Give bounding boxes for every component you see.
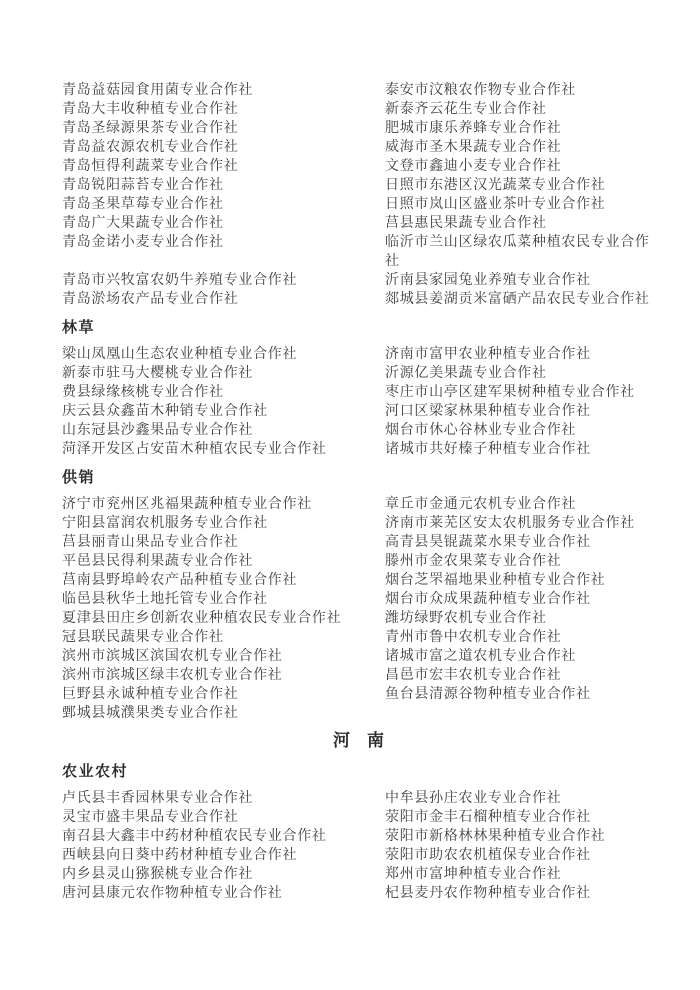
table-row	[62, 609, 655, 628]
table-row	[62, 383, 655, 402]
table-row	[62, 571, 655, 590]
cooperative-name: 莒县惠民果蔬专业合作社	[385, 216, 547, 231]
table-row	[62, 647, 655, 666]
table-row	[62, 421, 655, 440]
section-supply-marketing	[62, 468, 655, 723]
table-row	[62, 628, 655, 647]
cooperative-name: 河口区梁家林果种植专业合作社	[385, 404, 591, 419]
cooperative-name: 青岛金诺小麦专业合作社	[62, 235, 224, 250]
region-title-henan: 河 南	[333, 731, 384, 750]
cooperative-name: 沂南县家园兔业养殖专业合作社	[385, 273, 591, 288]
cooperative-name: 冠县联民蔬果专业合作社	[62, 630, 224, 645]
table-row	[62, 495, 655, 514]
section-forestry-grassland	[62, 318, 655, 459]
cooperative-name: 滨州市滨城区滨国农机专业合作社	[62, 649, 283, 664]
section-shandong-list-continued	[62, 81, 655, 309]
cooperative-name: 平邑县民得利果蔬专业合作社	[62, 554, 254, 569]
table-row	[62, 100, 655, 119]
cooperative-name: 内乡县灵山猕猴桃专业合作社	[62, 867, 254, 882]
table-row	[62, 195, 655, 214]
table-row	[62, 685, 655, 704]
cooperative-name: 济宁市兖州区兆福果蔬种植专业合作社	[62, 497, 312, 512]
table-row	[62, 827, 655, 846]
table-row	[62, 176, 655, 195]
table-row	[62, 704, 655, 723]
cooperative-name: 费县绿缘核桃专业合作社	[62, 385, 224, 400]
section-title-supply-marketing: 供销	[62, 470, 96, 486]
cooperative-name: 诸城市富之道农机专业合作社	[385, 649, 577, 664]
cooperative-name: 临邑县秋华土地托管专业合作社	[62, 592, 268, 607]
table-row	[62, 514, 655, 533]
table-row	[62, 666, 655, 685]
cooperative-name: 文登市鑫迪小麦专业合作社	[385, 159, 562, 174]
cooperative-name: 杞县麦丹农作物种植专业合作社	[385, 886, 591, 901]
section-title-forestry-grassland: 林草	[62, 320, 96, 336]
cooperative-name: 巨野县永诚种植专业合作社	[62, 687, 239, 702]
table-row	[62, 789, 655, 808]
cooperative-name: 莒县丽青山果品专业合作社	[62, 535, 239, 550]
cooperative-name: 唐河县康元农作物种植专业合作社	[62, 886, 283, 901]
cooperative-name: 郑州市富坤种植专业合作社	[385, 867, 562, 882]
table-row	[62, 590, 655, 609]
cooperative-name: 潍坊绿野农机专业合作社	[385, 611, 547, 626]
cooperative-name: 青岛锐阳蒜苔专业合作社	[62, 178, 224, 193]
section-title-agriculture-rural-affairs: 农业农村	[62, 764, 129, 780]
cooperative-name: 枣庄市山亭区建军果树种植专业合作社	[385, 385, 635, 400]
table-row	[62, 808, 655, 827]
table-row	[62, 233, 655, 271]
cooperative-name: 卢氏县丰香园林果专业合作社	[62, 791, 254, 806]
cooperative-name: 青州市鲁中农机专业合作社	[385, 630, 562, 645]
cooperative-name: 青岛益菇园食用菌专业合作社	[62, 83, 254, 98]
table-row	[62, 846, 655, 865]
cooperative-name: 滕州市金农果菜专业合作社	[385, 554, 562, 569]
cooperative-name: 泰安市汶粮农作物专业合作社	[385, 83, 577, 98]
cooperative-name: 肥城市康乐养蜂专业合作社	[385, 121, 562, 136]
cooperative-name: 济南市莱芜区安太农机服务专业合作社	[385, 516, 635, 531]
cooperative-name: 菏泽开发区占安苗木种植农民专业合作社	[62, 442, 327, 457]
cooperative-name: 南召县大鑫丰中药材种植农民专业合作社	[62, 829, 327, 844]
cooperative-name: 烟台芝罘福地果业种植专业合作社	[385, 573, 606, 588]
cooperative-name: 烟台市休心谷林业专业合作社	[385, 423, 577, 438]
cooperative-name: 临沂市兰山区绿农瓜菜种植农民专业合作社	[385, 235, 650, 269]
table-row	[62, 81, 655, 100]
cooperative-name: 中牟县孙庄农业专业合作社	[385, 791, 562, 806]
table-row	[62, 138, 655, 157]
cooperative-name: 青岛圣绿源果茶专业合作社	[62, 121, 239, 136]
cooperative-name: 新泰齐云花生专业合作社	[385, 102, 547, 117]
cooperative-name: 郯城县姜湖贡米富硒产品农民专业合作社	[385, 292, 650, 307]
cooperative-name: 昌邑市宏丰农机专业合作社	[385, 668, 562, 683]
cooperative-name: 日照市东港区汉光蔬菜专业合作社	[385, 178, 606, 193]
cooperative-name: 诸城市共好榛子种植专业合作社	[385, 442, 591, 457]
table-row	[62, 440, 655, 459]
table-row	[62, 345, 655, 364]
table-row	[62, 533, 655, 552]
cooperative-name: 莒南县野埠岭农产品种植专业合作社	[62, 573, 298, 588]
document-body	[62, 81, 655, 903]
cooperative-name: 荥阳市助农农机植保专业合作社	[385, 848, 591, 863]
cooperative-name: 灵宝市盛丰果品专业合作社	[62, 810, 239, 825]
table-row	[62, 552, 655, 571]
cooperative-name: 西峡县向日葵中药材种植专业合作社	[62, 848, 298, 863]
cooperative-name: 鄄城县城濮果类专业合作社	[62, 706, 239, 721]
cooperative-name: 济南市富甲农业种植专业合作社	[385, 347, 591, 362]
table-row	[62, 290, 655, 309]
table-row	[62, 884, 655, 903]
table-row	[62, 402, 655, 421]
cooperative-name: 庆云县众鑫苗木种销专业合作社	[62, 404, 268, 419]
cooperative-name: 青岛淤场农产品专业合作社	[62, 292, 239, 307]
table-row	[62, 865, 655, 884]
table-row	[62, 271, 655, 290]
cooperative-name: 山东冠县沙鑫果品专业合作社	[62, 423, 254, 438]
cooperative-name: 青岛市兴牧富农奶牛养殖专业合作社	[62, 273, 298, 288]
cooperative-name: 鱼台县清源谷物种植专业合作社	[385, 687, 591, 702]
table-row	[62, 214, 655, 233]
cooperative-name: 荥阳市金丰石榴种植专业合作社	[385, 810, 591, 825]
cooperative-name: 青岛广大果蔬专业合作社	[62, 216, 224, 231]
cooperative-name: 梁山凤凰山生态农业种植专业合作社	[62, 347, 298, 362]
cooperative-name: 章丘市金通元农机专业合作社	[385, 497, 577, 512]
cooperative-name: 日照市岚山区盛业茶叶专业合作社	[385, 197, 606, 212]
cooperative-name: 青岛恒得利蔬菜专业合作社	[62, 159, 239, 174]
cooperative-name: 威海市圣木果蔬专业合作社	[385, 140, 562, 155]
section-agriculture-rural-affairs	[62, 762, 655, 903]
table-row	[62, 364, 655, 383]
cooperative-name: 青岛圣果草莓专业合作社	[62, 197, 224, 212]
cooperative-name: 青岛大丰收种植专业合作社	[62, 102, 239, 117]
cooperative-name: 沂源亿美果蔬专业合作社	[385, 366, 547, 381]
cooperative-name: 荥阳市新格林林果种植专业合作社	[385, 829, 606, 844]
cooperative-name: 新泰市驻马大樱桃专业合作社	[62, 366, 254, 381]
cooperative-name: 青岛益农源农机专业合作社	[62, 140, 239, 155]
cooperative-name: 滨州市滨城区绿丰农机专业合作社	[62, 668, 283, 683]
cooperative-name: 宁阳县富润农机服务专业合作社	[62, 516, 268, 531]
table-row	[62, 119, 655, 138]
cooperative-name: 烟台市众成果蔬种植专业合作社	[385, 592, 591, 607]
table-row	[62, 157, 655, 176]
cooperative-name: 高青县昊锟蔬菜水果专业合作社	[385, 535, 591, 550]
cooperative-name: 夏津县田庄乡创新农业种植农民专业合作社	[62, 611, 342, 626]
